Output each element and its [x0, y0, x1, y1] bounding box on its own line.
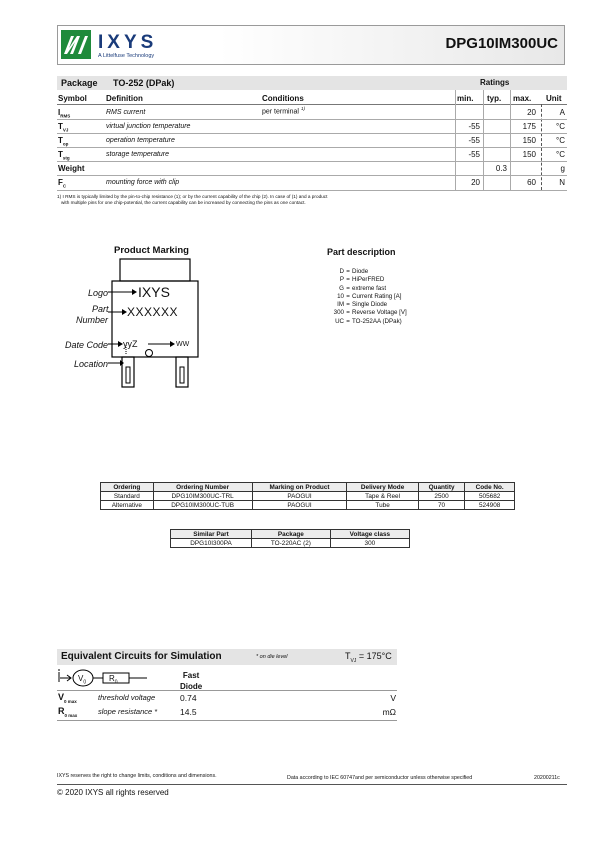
- part-desc-key: IM: [337, 301, 344, 309]
- row-unit: A: [559, 108, 565, 117]
- row-definition: virtual junction temperature: [106, 123, 191, 130]
- row-unit: g: [560, 164, 565, 173]
- row-symbol-sub: op: [62, 141, 69, 147]
- footer-left: IXYS reserves the right to change limits, conditions and dimensions.: [57, 773, 217, 779]
- v0-sub: 0: [83, 679, 87, 686]
- equiv-tvj: [345, 651, 392, 664]
- equiv-desc: slope resistance *: [98, 707, 158, 716]
- part-desc-value: extreme fast: [352, 284, 387, 292]
- table-cell: Standard: [101, 492, 154, 501]
- row-typ: 0.3: [495, 164, 507, 173]
- row-symbol: [58, 164, 85, 175]
- row-rule: [57, 190, 567, 191]
- v0-label: [78, 674, 86, 686]
- copyright: © 2020 IXYS all rights reserved: [57, 788, 169, 797]
- marking-xxxxxx: XXXXXX: [127, 305, 179, 319]
- row-max: 150: [522, 136, 536, 145]
- package-label: Package: [61, 78, 98, 88]
- package-value: TO-252 (DPak): [113, 78, 175, 88]
- part-desc-key: P: [339, 276, 344, 284]
- row-unit: °C: [556, 136, 565, 145]
- row-cond-sup: 1): [300, 106, 305, 111]
- row-conditions: [262, 176, 264, 185]
- part-desc-value: Current Rating [A]: [352, 292, 402, 300]
- ordering-header-row: [101, 483, 515, 492]
- label-part: Part: [92, 304, 109, 314]
- part-desc-value: Reverse Voltage [V]: [352, 309, 407, 317]
- col-conditions: Conditions: [262, 94, 304, 103]
- col-min: min.: [457, 94, 474, 103]
- footnote-line-2: with multiple pins for one chip-potential, the current capability can be increased by connecting the pins as one contact.: [61, 200, 306, 205]
- table-cell: Tube: [347, 501, 418, 510]
- table-cell: PAOGUI: [252, 492, 347, 501]
- logo-wordmark: IXYS: [98, 32, 158, 53]
- row-definition: operation temperature: [106, 137, 175, 144]
- footer-right: 20200211c: [534, 775, 560, 781]
- row-symbol-sub: C: [62, 183, 67, 189]
- equiv-symbol: [58, 706, 77, 718]
- col-typ: typ.: [487, 94, 502, 103]
- footer-mid: Data according to IEC 60747and per semiconductor unless otherwise specified: [287, 775, 473, 781]
- label-number: Number: [76, 315, 109, 325]
- row-min: 20: [471, 178, 480, 187]
- row-conditions: [262, 120, 264, 129]
- equiv-desc: threshold voltage: [98, 693, 156, 702]
- part-desc-eq: =: [346, 276, 350, 284]
- header-banner: [57, 25, 565, 65]
- table-cell: 2500: [418, 492, 465, 501]
- part-desc-eq: =: [346, 301, 350, 309]
- equiv-sym-sub: 0 max: [64, 698, 77, 704]
- row-max: 150: [522, 150, 536, 159]
- table-header-cell: Quantity: [418, 483, 465, 492]
- part-desc-item: [322, 276, 407, 284]
- row-conditions: [262, 134, 264, 143]
- row-cond-text: per terminal: [262, 108, 299, 116]
- fast-label: Fast: [182, 671, 200, 680]
- equiv-sym-main: V: [58, 692, 65, 702]
- row-unit: °C: [556, 122, 565, 131]
- equiv-note: * on die level: [256, 654, 288, 660]
- row-rule: [57, 133, 567, 134]
- row-max: 60: [527, 178, 536, 187]
- footer-rule: [57, 784, 567, 785]
- equiv-unit: V: [390, 693, 396, 703]
- row-symbol: [58, 150, 70, 161]
- label-location: Location: [74, 359, 109, 369]
- rule: [57, 104, 567, 105]
- equiv-value: 14.5: [180, 707, 197, 717]
- equiv-title: Equivalent Circuits for Simulation: [61, 651, 222, 662]
- row-min: -55: [468, 150, 480, 159]
- row-rule: [57, 175, 567, 176]
- part-number-title: DPG10IM300UC: [445, 35, 558, 52]
- part-desc-key: D: [339, 268, 344, 275]
- row-symbol: [58, 108, 70, 119]
- col-definition: Definition: [106, 94, 143, 103]
- part-desc-item: [322, 285, 407, 293]
- table-header-cell: Similar Part: [171, 530, 252, 539]
- tvj-symbol: T: [345, 651, 351, 661]
- part-desc-key: UC: [335, 317, 344, 325]
- ratings-band: [455, 76, 567, 90]
- row-symbol-main: T: [58, 136, 63, 145]
- footnote: [57, 194, 327, 206]
- col-symbol: Symbol: [58, 94, 87, 103]
- marking-ixys: IXYS: [138, 284, 170, 300]
- row-symbol: [58, 136, 68, 147]
- part-desc-item: [322, 318, 407, 326]
- col-unit: Unit: [546, 94, 562, 103]
- row-min: -55: [468, 136, 480, 145]
- r0-label: [109, 674, 118, 686]
- table-cell: 524908: [465, 501, 515, 510]
- part-desc-item: [322, 309, 407, 317]
- table-row: [171, 539, 410, 548]
- equiv-symbol: [58, 692, 77, 704]
- table-cell: DPG10IM300UC-TUB: [153, 501, 252, 510]
- row-symbol-sub: VJ: [62, 127, 69, 133]
- part-description-title: Part description: [327, 247, 396, 257]
- part-desc-eq: =: [346, 317, 350, 325]
- part-desc-item: [322, 301, 407, 309]
- r0-sym: R: [109, 674, 115, 683]
- table-header-cell: Ordering: [101, 483, 154, 492]
- equiv-sym-sub: 0 max: [64, 712, 78, 718]
- row-min: -55: [468, 122, 480, 131]
- row-rule: [57, 161, 567, 162]
- part-desc-value: Single Diode: [352, 301, 388, 309]
- table-header-cell: Delivery Mode: [347, 483, 418, 492]
- row-symbol-main: I: [58, 108, 61, 117]
- equiv-sym-main: R: [58, 706, 65, 716]
- part-desc-item: [322, 293, 407, 301]
- table-header-cell: Package: [252, 530, 331, 539]
- part-desc-eq: =: [346, 268, 350, 275]
- row-symbol: [58, 178, 66, 189]
- ixys-logo-icon: [61, 30, 91, 59]
- diode-label: Diode: [180, 682, 203, 691]
- row-definition: RMS current: [106, 109, 146, 116]
- part-desc-value: TO-252AA (DPak): [352, 317, 402, 325]
- part-desc-item: [322, 268, 407, 276]
- similar-part-table: [170, 529, 410, 548]
- row-symbol: [58, 122, 68, 133]
- col-max: max.: [513, 94, 532, 103]
- table-cell: DPG10I300PA: [171, 539, 252, 548]
- part-desc-value: HiPerFRED: [352, 276, 385, 284]
- row-unit: °C: [556, 150, 565, 159]
- table-cell: 505682: [465, 492, 515, 501]
- label-date-code: Date Code: [65, 340, 109, 350]
- part-desc-value: Diode: [352, 268, 369, 275]
- r0-sub: 0: [114, 679, 118, 686]
- table-cell: Tape & Reel: [347, 492, 418, 501]
- row-symbol-main: F: [58, 178, 63, 187]
- table-cell: DPG10IM300UC-TRL: [153, 492, 252, 501]
- table-cell: PAOGUI: [252, 501, 347, 510]
- marking-yyz: yyZ: [123, 339, 138, 349]
- part-desc-key: 300: [333, 309, 344, 317]
- row-symbol-main: T: [58, 150, 63, 159]
- ordering-table: [100, 482, 515, 510]
- fast-diode-header: [180, 670, 202, 692]
- footnote-line-1: 1) I RMS is typically limited by the pin-to-chip resistance (1); or by the current capability of the chip (2). In case of (1) and a product: [57, 194, 328, 199]
- row-conditions: [262, 162, 264, 171]
- part-desc-key: 10: [337, 292, 344, 300]
- row-rule: [57, 147, 567, 148]
- row-unit: N: [559, 178, 565, 187]
- table-header-cell: Voltage class: [330, 530, 409, 539]
- row-symbol-main: T: [58, 122, 63, 131]
- row-rule: [57, 119, 567, 120]
- tvj-value: = 175°C: [358, 651, 392, 661]
- table-header-cell: Code No.: [465, 483, 515, 492]
- row-symbol-sub: stg: [62, 155, 70, 161]
- part-description-list: [322, 268, 407, 326]
- label-logo: Logo: [88, 288, 109, 298]
- table-cell: 300: [330, 539, 409, 548]
- table-row: [101, 501, 515, 510]
- logo-subtitle: A Littelfuse Technology: [98, 53, 155, 59]
- table-header-cell: Marking on Product: [252, 483, 347, 492]
- similar-header-row: [171, 530, 410, 539]
- row-conditions: [262, 148, 264, 157]
- row-max: 20: [527, 108, 536, 117]
- part-desc-eq: =: [346, 284, 350, 292]
- v0-sym: V: [78, 674, 84, 683]
- part-desc-key: G: [339, 284, 344, 292]
- product-marking-title: Product Marking: [114, 245, 189, 256]
- row-symbol-sub: RMS: [60, 113, 71, 119]
- row-max: 175: [522, 122, 536, 131]
- marking-ww: WW: [176, 341, 190, 348]
- table-cell: TO-220AC (2): [252, 539, 331, 548]
- equiv-value: 0.74: [180, 693, 197, 703]
- table-header-cell: Ordering Number: [153, 483, 252, 492]
- table-row: [101, 492, 515, 501]
- row-conditions: [262, 106, 305, 115]
- rule: [57, 720, 397, 721]
- ratings-label: Ratings: [480, 78, 510, 87]
- equiv-unit: mΩ: [382, 707, 396, 717]
- row-definition: mounting force with clip: [106, 179, 180, 186]
- table-cell: 70: [418, 501, 465, 510]
- tvj-sub: VJ: [350, 657, 357, 664]
- table-cell: Alternative: [101, 501, 154, 510]
- row-definition: storage temperature: [106, 151, 170, 158]
- row-symbol-main: Weight: [58, 164, 85, 173]
- part-desc-eq: =: [346, 292, 350, 300]
- rule: [57, 690, 397, 691]
- part-desc-eq: =: [346, 309, 350, 317]
